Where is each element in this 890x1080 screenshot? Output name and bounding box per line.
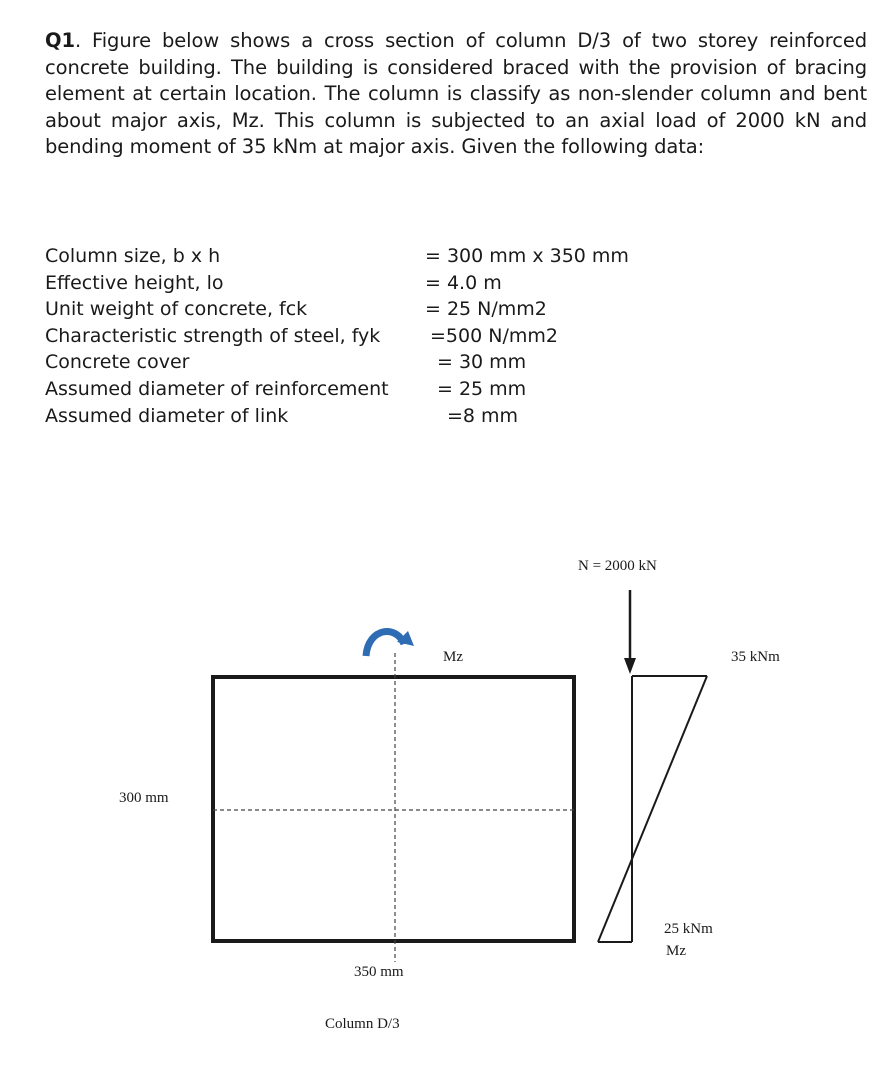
data-label: Concrete cover [45,351,190,374]
axial-load-arrow-head [624,658,636,674]
question-body: . Figure below shows a cross section of column D/3 of two storey reinforced concrete building. The building is considered braced with the provision of bracing element at certain location. The column is classify as non-slender column and bent about major axis, Mz. This column is subjected to an axial load of 2000 kN and bending moment of 35 kNm at major axis. Given the following data: [45,29,867,158]
data-label: Assumed diameter of reinforcement [45,377,389,400]
moment-arrow-icon [366,631,414,656]
column-section-outline [213,677,574,941]
bending-moment-diagram [598,676,707,942]
figure-caption: Column D/3 [325,1016,400,1032]
data-value: =8 mm [447,404,519,427]
bottom-moment-symbol: Mz [666,943,686,959]
moment-diagram-slope [598,676,707,942]
data-value: = 300 mm x 350 mm [425,245,629,267]
data-label: Assumed diameter of link [45,404,289,427]
data-value: = 30 mm [437,351,527,374]
top-moment-label: 35 kNm [731,649,780,665]
data-label: Characteristic strength of steel, fyk [45,324,381,347]
data-value: = 25 mm [437,377,527,400]
data-value: = 4.0 m [425,271,502,294]
data-label: Effective height, lo [45,271,224,294]
bottom-moment-label: 25 kNm [664,921,713,937]
axial-load-arrow-icon [624,590,636,674]
data-value: = 25 N/mm2 [425,298,547,321]
data-value: =500 N/mm2 [430,324,558,347]
data-label: Column size, b x h [45,245,221,267]
width-dimension-label: 300 mm [119,790,169,806]
question-number: Q1 [45,29,75,52]
data-label: Unit weight of concrete, fck [45,298,308,321]
moment-symbol-label: Mz [443,649,463,665]
depth-dimension-label: 350 mm [354,964,404,980]
axial-load-label: N = 2000 kN [578,558,657,574]
moment-arrow-arc [366,632,404,657]
